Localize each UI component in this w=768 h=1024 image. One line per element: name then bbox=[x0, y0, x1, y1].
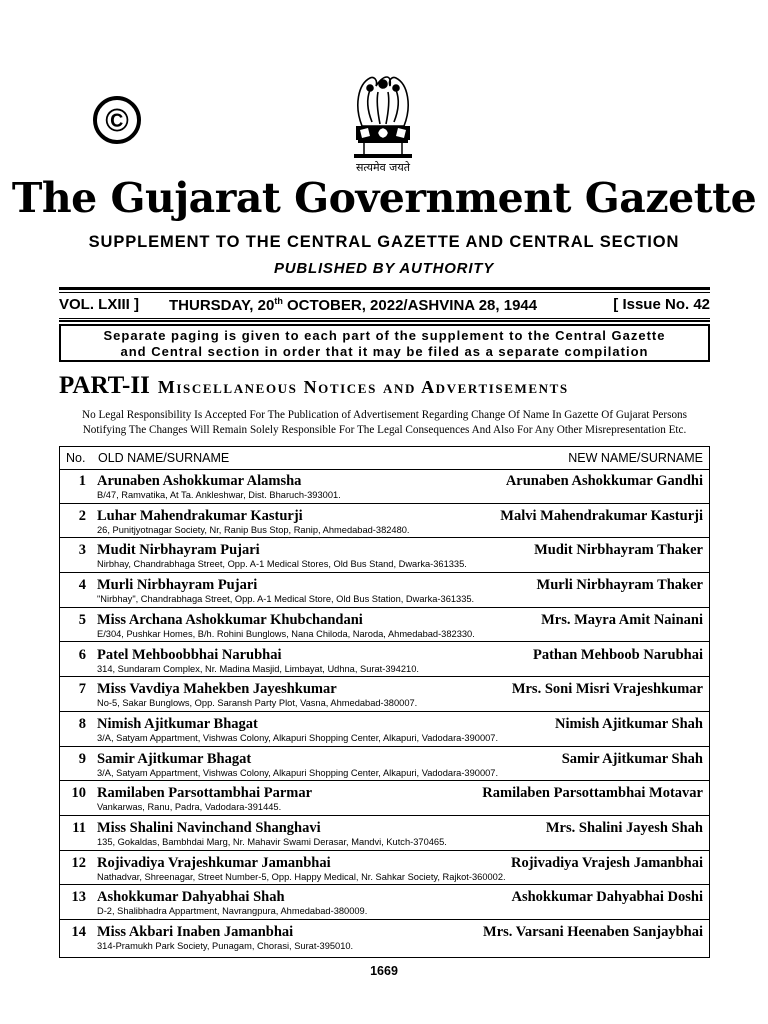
column-header-new-name: NEW NAME/SURNAME bbox=[568, 451, 703, 465]
new-name: Rojivadiya Vrajesh Jamanbhai bbox=[510, 854, 703, 871]
row-number: 8 bbox=[78, 715, 86, 732]
table-header bbox=[60, 447, 709, 470]
new-name: Mrs. Varsani Heenaben Sanjaybhai bbox=[483, 924, 703, 941]
old-name: Ashokkumar Dahyabhai Shah bbox=[97, 889, 285, 906]
new-name: Murli Nirbhayram Thaker bbox=[536, 577, 703, 594]
table-row bbox=[60, 505, 709, 539]
row-number: 14 bbox=[71, 924, 86, 941]
address: 135, Gokaldas, Bambhdai Marg, Nr. Mahavir Swami Derasar, Mandvi, Kutch-370465. bbox=[97, 837, 447, 847]
issue-day: THURSDAY, 20 bbox=[169, 297, 275, 314]
address: "Nirbhay", Chandrabhaga Street, Opp. A-1 Medical Store, Old Bus Station, Dwarka-361335. bbox=[97, 594, 475, 605]
old-name: Murli Nirbhayram Pujari bbox=[97, 577, 258, 594]
row-number: 2 bbox=[78, 507, 86, 524]
state-emblem-icon bbox=[340, 66, 426, 162]
issue-date bbox=[169, 296, 537, 314]
old-name: Miss Archana Ashokkumar Khubchandani bbox=[97, 611, 363, 628]
row-number: 9 bbox=[78, 750, 86, 767]
volume-label: VOL. LXIII ] bbox=[59, 296, 140, 313]
issue-day-suffix: th bbox=[274, 296, 283, 306]
address: 26, Punitjyotnagar Society, Nr, Ranip Bus Stop, Ranip, Ahmedabad-382480. bbox=[97, 524, 410, 535]
old-name: Miss Shalini Navinchand Shanghavi bbox=[97, 820, 321, 836]
row-number: 10 bbox=[71, 785, 86, 802]
gazette-title: The Gujarat Government Gazette bbox=[11, 174, 757, 222]
address: 3/A, Satyam Appartment, Vishwas Colony, Alkapuri Shopping Center, Alkapuri, Vadodara-390007. bbox=[97, 767, 499, 778]
new-name: Malvi Mahendrakumar Kasturji bbox=[500, 507, 703, 524]
table-row bbox=[60, 609, 709, 643]
old-name: Mudit Nirbhayram Pujari bbox=[97, 542, 260, 559]
new-name: Arunaben Ashokkumar Gandhi bbox=[505, 473, 703, 489]
row-number: 1 bbox=[78, 473, 86, 489]
new-name: Samir Ajitkumar Shah bbox=[561, 750, 703, 767]
row-number: 12 bbox=[71, 854, 86, 871]
address: D-2, Shalibhadra Appartment, Navrangpura, Ahmedabad-380009. bbox=[97, 906, 368, 917]
disclaimer bbox=[59, 408, 710, 438]
column-header-old-name: OLD NAME/SURNAME bbox=[98, 451, 230, 465]
copyright-symbol: © bbox=[93, 96, 141, 144]
column-header-no: No. bbox=[66, 451, 86, 465]
new-name: Mudit Nirbhayram Thaker bbox=[534, 542, 703, 559]
issue-date-rest: OCTOBER, 2022/ASHVINA 28, 1944 bbox=[282, 297, 538, 314]
address: No-5, Sakar Bunglows, Opp. Saransh Party Plot, Vasna, Ahmedabad-380007. bbox=[97, 698, 418, 709]
top-rule-thick bbox=[59, 287, 710, 290]
table-row bbox=[60, 852, 709, 886]
table-row bbox=[60, 921, 709, 955]
new-name: Nimish Ajitkumar Shah bbox=[555, 715, 703, 732]
address: 314-Pramukh Park Society, Punagam, Chorasi, Surat-395010. bbox=[97, 941, 354, 952]
table-row bbox=[60, 539, 709, 573]
part-title: Miscellaneous Notices and Advertisements bbox=[157, 377, 569, 397]
row-number: 5 bbox=[78, 611, 86, 628]
address: Vankarwas, Ranu, Padra, Vadodara-391445. bbox=[97, 802, 282, 813]
table-row bbox=[60, 678, 709, 712]
top-rule-thin bbox=[59, 292, 710, 293]
part-heading bbox=[59, 372, 710, 400]
row-number: 6 bbox=[78, 646, 86, 663]
table-row bbox=[60, 644, 709, 678]
old-name: Miss Vavdiya Mahekben Jayeshkumar bbox=[97, 681, 337, 698]
table-row bbox=[60, 782, 709, 816]
old-name: Ramilaben Parsottambhai Parmar bbox=[97, 785, 313, 802]
disclaimer-line-1: No Legal Responsibility Is Accepted For The Publication of Advertisement Regarding Change Of Name In Gazette Of Gujarat Persons bbox=[81, 409, 687, 421]
new-name: Ramilaben Parsottambhai Motavar bbox=[482, 785, 703, 802]
table-row bbox=[60, 817, 709, 851]
row-number: 13 bbox=[71, 889, 86, 906]
old-name: Arunaben Ashokkumar Alamsha bbox=[97, 473, 302, 489]
table-row bbox=[60, 713, 709, 747]
row-number: 3 bbox=[78, 542, 86, 559]
table-row bbox=[60, 470, 709, 504]
address: Nathadvar, Shreenagar, Street Number-5, Opp. Happy Medical, Nr. Sahkar Society, Rajkot-360002. bbox=[97, 871, 506, 882]
issue-rule-thin bbox=[59, 318, 710, 319]
old-name: Miss Akbari Inaben Jamanbhai bbox=[97, 924, 294, 941]
part-label: PART-II bbox=[59, 372, 150, 399]
issue-number: [ Issue No. 42 bbox=[613, 296, 710, 313]
table-row bbox=[60, 886, 709, 920]
new-name: Ashokkumar Dahyabhai Doshi bbox=[511, 889, 703, 906]
row-number: 7 bbox=[78, 681, 86, 698]
disclaimer-line-2: Notifying The Changes Will Remain Solely Responsible For The Legal Consequences And Also For Any Other Misrepresentation Etc. bbox=[82, 424, 687, 436]
row-number: 11 bbox=[72, 820, 86, 836]
old-name: Rojivadiya Vrajeshkumar Jamanbhai bbox=[97, 854, 331, 871]
new-name: Mrs. Mayra Amit Nainani bbox=[541, 611, 703, 628]
row-number: 4 bbox=[78, 577, 86, 594]
supplement-subtitle: SUPPLEMENT TO THE CENTRAL GAZETTE AND CENTRAL SECTION bbox=[88, 233, 680, 251]
old-name: Samir Ajitkumar Bhagat bbox=[97, 750, 252, 767]
name-change-table bbox=[59, 446, 710, 958]
old-name: Nimish Ajitkumar Bhagat bbox=[97, 715, 258, 732]
table-row bbox=[60, 748, 709, 782]
issue-rule-thick bbox=[59, 320, 710, 322]
address: E/304, Pushkar Homes, B/h. Rohini Bunglows, Nana Chiloda, Naroda, Ahmedabad-382330. bbox=[97, 628, 475, 639]
new-name: Mrs. Shalini Jayesh Shah bbox=[545, 820, 703, 836]
new-name: Pathan Mehboob Narubhai bbox=[532, 646, 703, 663]
old-name: Patel Mehboobbhai Narubhai bbox=[97, 646, 282, 663]
page-number: 1669 bbox=[370, 964, 398, 978]
address: Nirbhay, Chandrabhaga Street, Opp. A-1 Medical Stores, Old Bus Stand, Dwarka-361335. bbox=[97, 559, 467, 570]
old-name: Luhar Mahendrakumar Kasturji bbox=[97, 507, 303, 524]
emblem-motto: सत्यमेव जयते bbox=[355, 161, 410, 174]
address: B/47, Ramvatika, At Ta. Ankleshwar, Dist. Bharuch-393001. bbox=[97, 490, 341, 500]
paging-note-line-1: Separate paging is given to each part of the supplement to the Central Gazette bbox=[103, 328, 666, 343]
published-by-authority: PUBLISHED BY AUTHORITY bbox=[273, 260, 495, 277]
address: 3/A, Satyam Appartment, Vishwas Colony, Alkapuri Shopping Center, Alkapuri, Vadodara-390007. bbox=[97, 732, 499, 743]
table-row bbox=[60, 574, 709, 608]
paging-note-line-2: and Central section in order that it may be filed as a separate compilation bbox=[120, 344, 649, 359]
new-name: Mrs. Soni Misri Vrajeshkumar bbox=[511, 681, 703, 698]
address: 314, Sundaram Complex, Nr. Madina Masjid, Limbayat, Udhna, Surat-394210. bbox=[97, 663, 419, 674]
paging-note bbox=[59, 324, 710, 362]
